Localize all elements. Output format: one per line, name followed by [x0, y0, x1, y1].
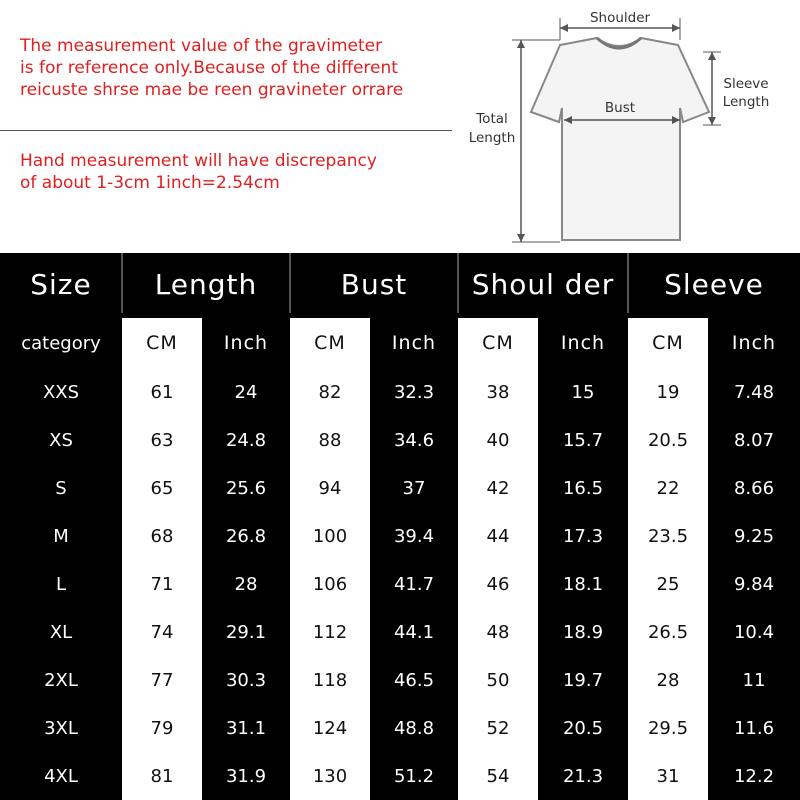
table-row — [0, 752, 800, 800]
size-label: XXS — [42, 381, 80, 403]
table-cell: 39.4 — [370, 512, 458, 560]
total-length-label-2: Length — [468, 130, 516, 146]
table-cell: 29.1 — [202, 608, 290, 656]
table-cell: 20.5 — [628, 416, 708, 464]
size-label: L — [55, 573, 67, 595]
table-cell: 44.1 — [370, 608, 458, 656]
size-chart-table — [0, 253, 800, 800]
unit-cm: CM — [628, 318, 708, 368]
table-cell: 7.48 — [708, 368, 800, 416]
table-cell: 26.8 — [202, 512, 290, 560]
table-cell: 42 — [458, 464, 538, 512]
sleeve-label-2: Length — [722, 94, 770, 110]
table-cell: 112 — [290, 608, 370, 656]
table-cell: 17.3 — [538, 512, 628, 560]
header-divider — [121, 253, 123, 313]
unit-inch: Inch — [370, 318, 458, 368]
table-cell: 46 — [458, 560, 538, 608]
table-cell: 11.6 — [708, 704, 800, 752]
table-cell: 12.2 — [708, 752, 800, 800]
unit-inch: Inch — [538, 318, 628, 368]
sleeve-label-1: Sleeve — [723, 76, 769, 92]
table-cell: 68 — [122, 512, 202, 560]
column-header: Size — [30, 267, 92, 301]
table-cell: 23.5 — [628, 512, 708, 560]
table-cell: 48.8 — [370, 704, 458, 752]
note-line: is for reference only.Because of the different — [20, 58, 398, 78]
column-header: Length — [154, 267, 258, 301]
column-header: Sleeve — [664, 267, 764, 301]
table-cell: 30.3 — [202, 656, 290, 704]
table-cell: 24 — [202, 368, 290, 416]
size-label: M — [53, 525, 69, 547]
tshirt-measurement-diagram — [460, 0, 800, 252]
table-cell: 11 — [708, 656, 800, 704]
table-cell: 8.07 — [708, 416, 800, 464]
table-row — [0, 656, 800, 704]
table-cell: 46.5 — [370, 656, 458, 704]
unit-cm: CM — [122, 318, 202, 368]
table-cell: 106 — [290, 560, 370, 608]
table-cell: 48 — [458, 608, 538, 656]
tshirt-icon — [531, 38, 709, 240]
table-cell: 65 — [122, 464, 202, 512]
shoulder-label: Shoulder — [589, 10, 651, 26]
table-cell: 21.3 — [538, 752, 628, 800]
table-cell: 40 — [458, 416, 538, 464]
table-row — [0, 368, 800, 416]
table-cell: 118 — [290, 656, 370, 704]
divider — [0, 130, 452, 131]
table-cell: 38 — [458, 368, 538, 416]
table-cell: 8.66 — [708, 464, 800, 512]
table-cell: 28 — [628, 656, 708, 704]
table-cell: 26.5 — [628, 608, 708, 656]
table-cell: 88 — [290, 416, 370, 464]
header-divider — [289, 253, 291, 313]
size-label: XL — [49, 621, 73, 643]
table-row — [0, 608, 800, 656]
unit-cm: CM — [458, 318, 538, 368]
header-divider — [457, 253, 459, 313]
table-cell: 37 — [370, 464, 458, 512]
table-cell: 31 — [628, 752, 708, 800]
table-cell: 15.7 — [538, 416, 628, 464]
table-cell: 24.8 — [202, 416, 290, 464]
header-divider — [627, 253, 629, 313]
table-cell: 9.84 — [708, 560, 800, 608]
table-row — [0, 464, 800, 512]
size-label: XS — [49, 429, 73, 451]
table-cell: 25.6 — [202, 464, 290, 512]
table-cell: 71 — [122, 560, 202, 608]
table-cell: 16.5 — [538, 464, 628, 512]
header-row — [0, 253, 800, 315]
column-header: Bust — [340, 267, 408, 301]
bust-label: Bust — [604, 100, 636, 116]
table-cell: 15 — [538, 368, 628, 416]
table-cell: 74 — [122, 608, 202, 656]
disclaimer-note — [20, 35, 450, 101]
table-cell: 9.25 — [708, 512, 800, 560]
table-cell: 81 — [122, 752, 202, 800]
table-cell: 41.7 — [370, 560, 458, 608]
table-cell: 61 — [122, 368, 202, 416]
category-label: category — [21, 332, 101, 354]
table-cell: 94 — [290, 464, 370, 512]
table-cell: 82 — [290, 368, 370, 416]
table-cell: 124 — [290, 704, 370, 752]
table-cell: 29.5 — [628, 704, 708, 752]
table-cell: 51.2 — [370, 752, 458, 800]
column-header: Shoul der — [471, 267, 615, 301]
table-cell: 10.4 — [708, 608, 800, 656]
table-cell: 52 — [458, 704, 538, 752]
table-cell: 77 — [122, 656, 202, 704]
unit-inch: Inch — [202, 318, 290, 368]
total-length-label-1: Total — [476, 111, 508, 127]
table-row — [0, 560, 800, 608]
size-label: S — [55, 477, 67, 499]
table-cell: 34.6 — [370, 416, 458, 464]
table-cell: 18.1 — [538, 560, 628, 608]
table-cell: 19.7 — [538, 656, 628, 704]
unit-row — [0, 318, 800, 368]
table-cell: 31.9 — [202, 752, 290, 800]
table-cell: 100 — [290, 512, 370, 560]
note-line: reicuste shrse mae be reen gravineter orrare — [20, 80, 404, 100]
table-cell: 44 — [458, 512, 538, 560]
table-cell: 25 — [628, 560, 708, 608]
table-cell: 18.9 — [538, 608, 628, 656]
unit-cm: CM — [290, 318, 370, 368]
table-cell: 130 — [290, 752, 370, 800]
table-cell: 31.1 — [202, 704, 290, 752]
note-line: of about 1-3cm 1inch=2.54cm — [20, 173, 280, 193]
table-cell: 79 — [122, 704, 202, 752]
table-cell: 22 — [628, 464, 708, 512]
size-label: 3XL — [44, 717, 78, 739]
size-label: 2XL — [44, 669, 78, 691]
unit-inch: Inch — [708, 318, 800, 368]
table-cell: 54 — [458, 752, 538, 800]
table-cell: 50 — [458, 656, 538, 704]
size-label: 4XL — [44, 765, 78, 787]
table-row — [0, 512, 800, 560]
table-cell: 19 — [628, 368, 708, 416]
note-line: The measurement value of the gravimeter — [20, 36, 383, 56]
table-row — [0, 416, 800, 464]
table-cell: 63 — [122, 416, 202, 464]
table-cell: 32.3 — [370, 368, 458, 416]
table-cell: 28 — [202, 560, 290, 608]
table-cell: 20.5 — [538, 704, 628, 752]
table-row — [0, 704, 800, 752]
note-line: Hand measurement will have discrepancy — [20, 151, 377, 171]
measurement-note — [20, 150, 460, 194]
